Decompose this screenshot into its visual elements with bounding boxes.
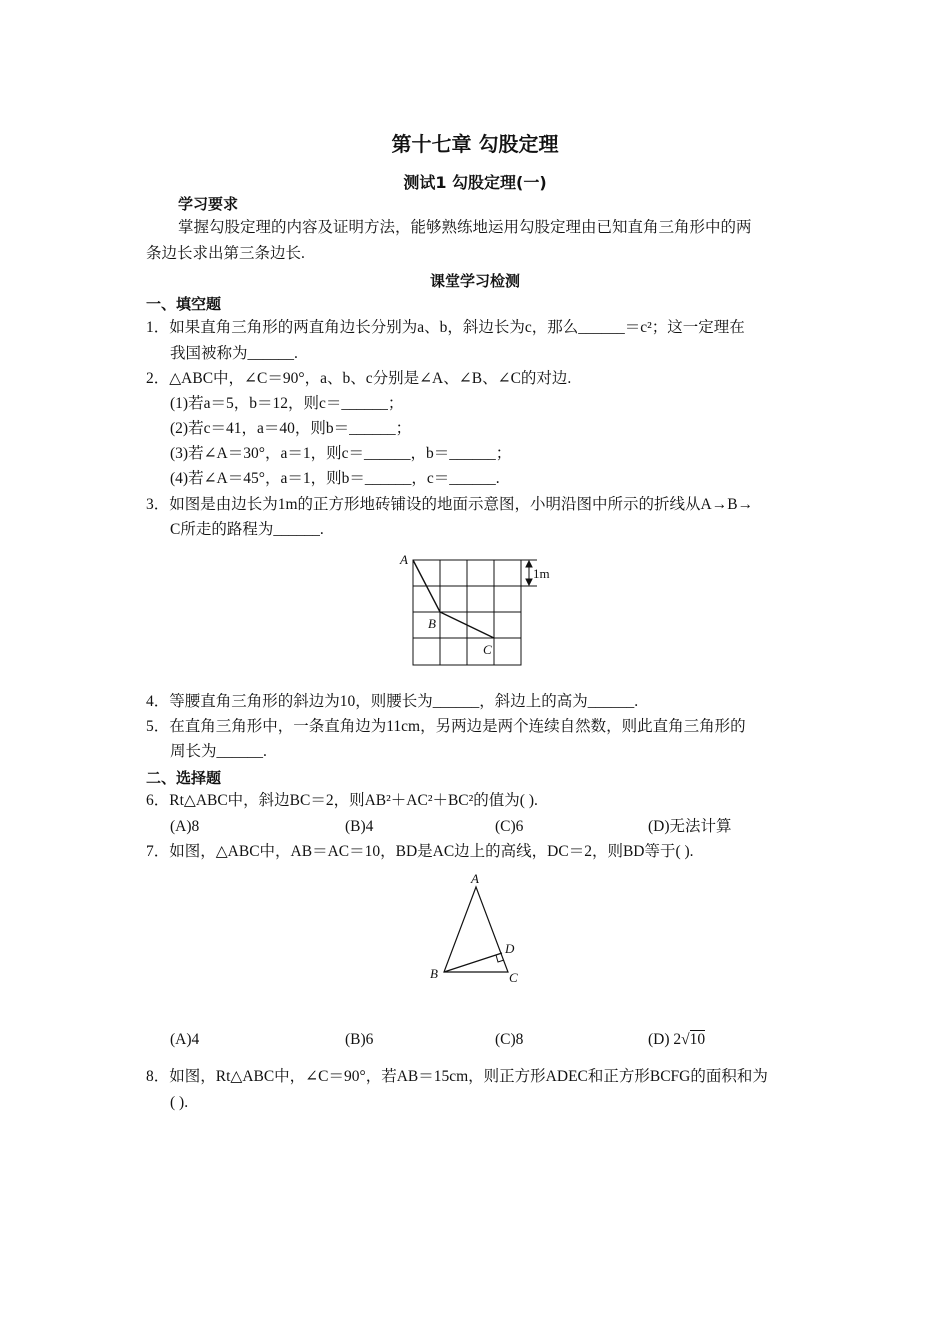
fig2-label-c: C	[509, 970, 518, 985]
chapter-title: 第十七章 勾股定理	[391, 132, 559, 156]
q7-option-d-radicand: 10	[689, 1031, 706, 1048]
q6-stem: 6．Rt△ABC中，斜边BC＝2，则AB²＋AC²＋BC²的值为( ).	[146, 792, 538, 809]
q3-line2: C所走的路程为______.	[170, 521, 324, 538]
fig2-label-a: A	[471, 871, 479, 886]
q7-option-a: (A)4	[170, 1031, 200, 1048]
q8-line2: ( ).	[170, 1094, 189, 1111]
section2-heading: 二、选择题	[146, 769, 222, 787]
triangle-abc	[444, 887, 508, 972]
q5-line2: 周长为______.	[170, 743, 267, 760]
test-title: 测试1 勾股定理(一)	[403, 173, 547, 192]
sqrt-sign: √	[681, 1031, 690, 1048]
q1-line2: 我国被称为______.	[170, 345, 298, 362]
tile-grid	[413, 560, 521, 665]
classroom-heading: 课堂学习检测	[429, 272, 520, 290]
requirements-heading: 学习要求	[178, 195, 239, 213]
altitude-bd	[444, 953, 502, 972]
q6-option-a: (A)8	[170, 818, 200, 835]
q7-option-d-prefix: (D) 2	[648, 1031, 682, 1048]
q3-line1: 3．如图是由边长为1m的正方形地砖铺设的地面示意图，小明沿图中所示的折线从A→B→	[146, 496, 754, 513]
q6-option-b: (B)4	[345, 818, 374, 835]
q2-part2: (2)若c＝41，a＝40，则b＝______；	[170, 420, 412, 437]
q2-part1: (1)若a＝5，b＝12，则c＝______；	[170, 395, 404, 412]
q6-option-d: (D)无法计算	[648, 818, 732, 835]
q6-option-c: (C)6	[495, 818, 524, 835]
q7-stem: 7．如图，△ABC中，AB＝AC＝10，BD是AC边上的高线，DC＝2，则BD等于( ).	[146, 843, 694, 860]
q8-line1: 8．如图，Rt△ABC中，∠C＝90°，若AB＝15cm，则正方形ADEC和正方形BCFG的面积和为	[146, 1068, 768, 1085]
q2-stem: 2．△ABC中，∠C＝90°，a、b、c分别是∠A、∠B、∠C的对边.	[146, 370, 572, 387]
fig1-label-b: B	[428, 616, 436, 631]
path-a-b-c	[413, 560, 494, 638]
q1-line1: 1．如果直角三角形的两直角边长分别为a、b，斜边长为c，那么______＝c²；这一定理在	[146, 319, 745, 336]
section1-heading: 一、填空题	[146, 295, 222, 313]
fig2-label-b: B	[430, 966, 438, 981]
fig1-label-a: A	[400, 552, 408, 567]
fig2-label-d: D	[505, 941, 515, 956]
fig1-unit-label: 1m	[533, 566, 550, 581]
q7-option-c: (C)8	[495, 1031, 524, 1048]
q7-option-b: (B)6	[345, 1031, 374, 1048]
triangle-figure	[420, 870, 530, 990]
q2-part3: (3)若∠A＝30°，a＝1，则c＝______，b＝______；	[170, 445, 512, 462]
q2-part4: (4)若∠A＝45°，a＝1，则b＝______，c＝______.	[170, 470, 500, 487]
floor-tile-figure	[395, 550, 565, 675]
q7-option-d	[648, 1030, 705, 1050]
requirements-line2: 条边长求出第三条边长.	[146, 245, 305, 262]
fig1-label-c: C	[483, 642, 492, 657]
requirements-line1: 掌握勾股定理的内容及证明方法，能够熟练地运用勾股定理由已知直角三角形中的两	[178, 219, 752, 236]
q5-line1: 5．在直角三角形中，一条直角边为11cm，另两边是两个连续自然数，则此直角三角形的	[146, 718, 746, 735]
q4-text: 4．等腰直角三角形的斜边为10，则腰长为______，斜边上的高为______.	[146, 693, 639, 710]
